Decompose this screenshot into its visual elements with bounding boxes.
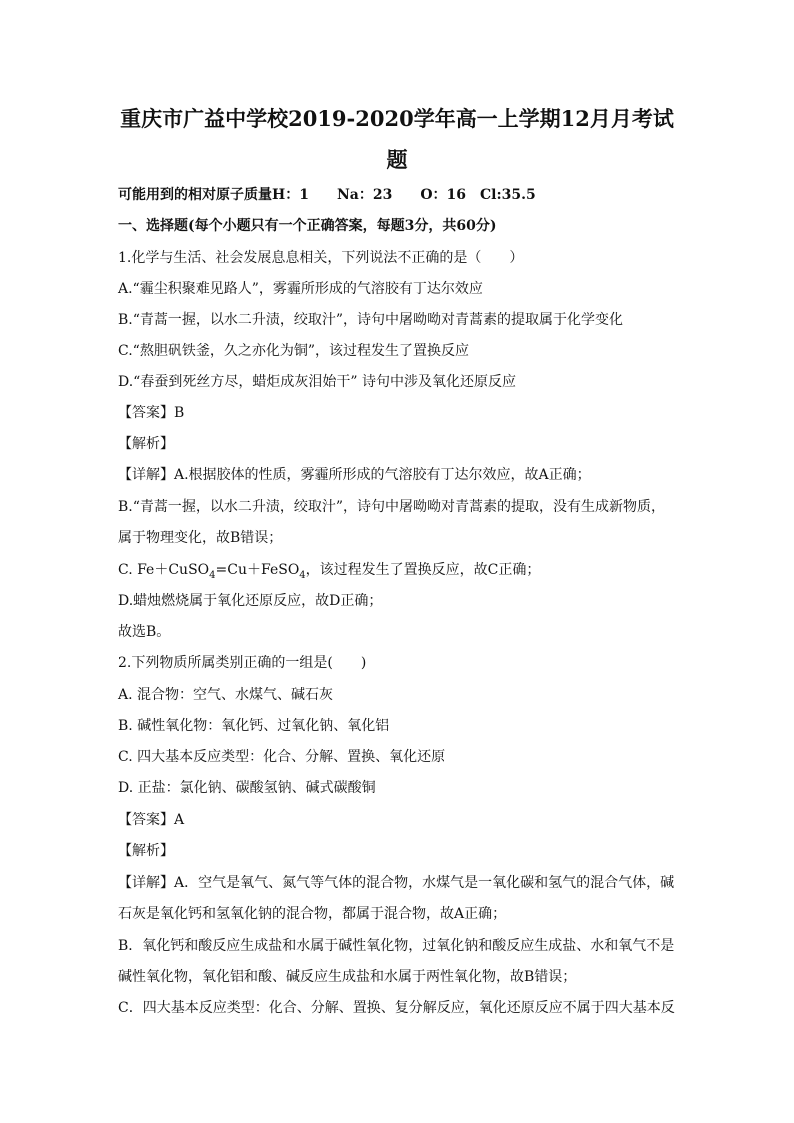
question-2-analysis-label: 【解析】: [118, 843, 174, 859]
equation-text: C. Fe＋CuSO: [118, 562, 210, 578]
atomic-mass-line: 可能用到的相对原子质量H：1 Na：23 O：16 Cl:35.5: [118, 187, 536, 203]
question-2-answer: 【答案】A: [118, 812, 185, 828]
question-2-detail-line: 【详解】A．空气是氧气、氮气等气体的混合物，水煤气是一氧化碳和氢气的混合气体，碱: [118, 875, 675, 891]
document-title-continued: 题: [386, 147, 408, 172]
question-1-stem: 1.化学与生活、社会发展息息相关，下列说法不正确的是（ ）: [118, 250, 524, 266]
question-1-option-d: D.“春蚕到死丝方尽，蜡炬成灰泪始干” 诗句中涉及氧化还原反应: [118, 374, 516, 390]
question-1-answer: 【答案】B: [118, 405, 185, 421]
section-heading: 一、选择题(每个小题只有一个正确答案，每题3分，共60分): [118, 218, 497, 234]
question-1-detail-line: B.“青蒿一握，以水二升渍，绞取汁”，诗句中屠呦呦对青蒿素的提取，没有生成新物质，: [118, 499, 666, 515]
question-2-stem: 2.下列物质所属类别正确的一组是( ): [118, 655, 367, 671]
question-1-detail-line: 属于物理变化，故B错误；: [118, 530, 283, 546]
question-2-option-b: B. 碱性氧化物：氧化钙、过氧化钠、氧化铝: [118, 718, 390, 734]
subscript: 4: [299, 569, 306, 581]
question-2-detail-line: C．四大基本反应类型：化合、分解、置换、复分解反应，氧化还原反应不属于四大基本反: [118, 1000, 675, 1016]
question-1-conclusion: 故选B。: [118, 624, 171, 640]
question-1-equation-line: [118, 561, 540, 579]
question-2-detail-line: B．氧化钙和酸反应生成盐和水属于碱性氧化物，过氧化钠和酸反应生成盐、水和氧气不是: [118, 938, 675, 954]
equation-text: =Cu＋FeSO: [215, 562, 300, 578]
equation-text: ，该过程发生了置换反应，故C正确；: [305, 562, 541, 578]
question-1-option-a: A.“霾尘积聚难见路人”，雾霾所形成的气溶胶有丁达尔效应: [118, 281, 483, 297]
question-2-detail-line: 石灰是氧化钙和氢氧化钠的混合物，都属于混合物，故A正确；: [118, 906, 507, 922]
question-1-option-b: B.“青蒿一握，以水二升渍，绞取汁”，诗句中屠呦呦对青蒿素的提取属于化学变化: [118, 312, 624, 328]
question-1-detail-line: 【详解】A.根据胶体的性质，雾霾所形成的气溶胶有丁达尔效应，故A正确；: [118, 467, 591, 483]
question-2-option-c: C. 四大基本反应类型：化合、分解、置换、氧化还原: [118, 749, 446, 765]
question-2-option-a: A. 混合物：空气、水煤气、碱石灰: [118, 687, 334, 703]
question-1-option-c: C.“熬胆矾铁釜，久之亦化为铜”，该过程发生了置换反应: [118, 343, 469, 359]
question-2-option-d: D. 正盐：氯化钠、碳酸氢钠、碱式碳酸铜: [118, 780, 376, 796]
question-2-detail-line: 碱性氧化物，氧化铝和酸、碱反应生成盐和水属于两性氧化物，故B错误；: [118, 969, 577, 985]
document-title: 重庆市广益中学校2019-2020学年高一上学期12月月考试: [120, 106, 674, 131]
question-1-analysis-label: 【解析】: [118, 436, 174, 452]
question-1-detail-d: D.蜡烛燃烧属于氧化还原反应，故D正确；: [118, 593, 383, 609]
subscript: 4: [209, 569, 216, 581]
